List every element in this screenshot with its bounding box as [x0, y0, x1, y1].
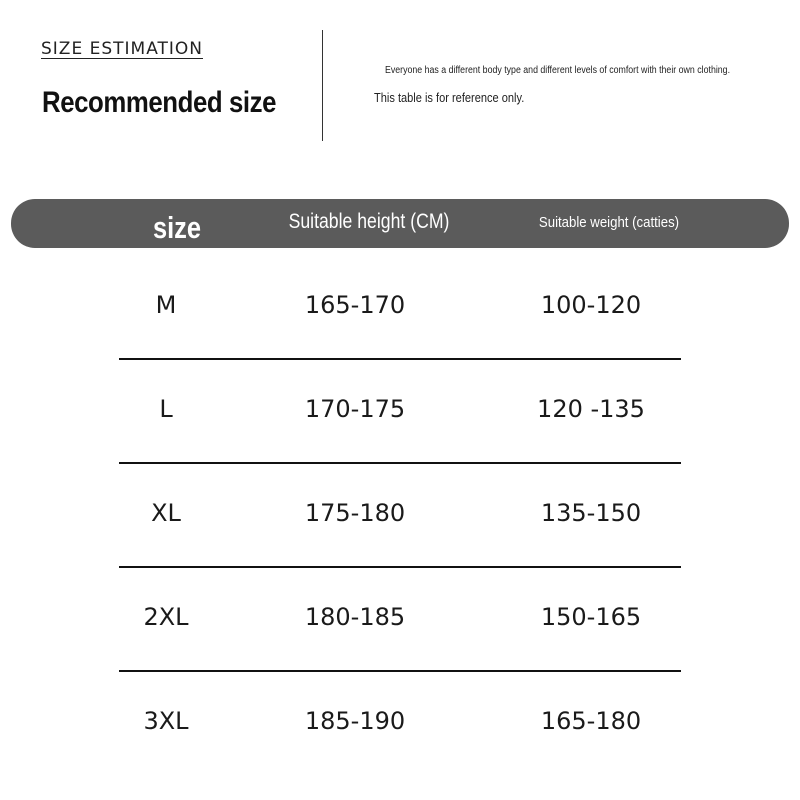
weight-cell: 120 -135 — [537, 395, 645, 423]
table-row-3xl — [0, 669, 800, 773]
size-cell: XL — [151, 499, 181, 527]
size-cell: M — [155, 291, 177, 319]
fit-note-line-1: Everyone has a different body type and different levels of comfort with their own clothing. — [385, 65, 731, 76]
height-cell: 185-190 — [304, 707, 406, 735]
fit-note-line-2: This table is for reference only. — [374, 90, 525, 105]
weight-cell: 135-150 — [540, 499, 642, 527]
weight-cell: 100-120 — [540, 291, 642, 319]
page-title: Recommended size — [42, 86, 277, 119]
column-header-height: Suitable height (CM) — [288, 210, 450, 233]
table-row-m — [0, 253, 800, 357]
size-cell: 3XL — [143, 707, 189, 735]
height-cell: 170-175 — [304, 395, 406, 423]
height-cell: 180-185 — [304, 603, 406, 631]
height-cell: 175-180 — [304, 499, 406, 527]
column-header-size: size — [152, 210, 202, 245]
weight-cell: 165-180 — [540, 707, 642, 735]
weight-cell: 150-165 — [540, 603, 642, 631]
table-row-2xl — [0, 565, 800, 669]
column-header-weight: Suitable weight (catties) — [538, 214, 680, 231]
vertical-divider — [322, 30, 323, 141]
size-estimation-label: SIZE ESTIMATION — [41, 39, 203, 59]
table-row-xl — [0, 461, 800, 565]
size-cell: 2XL — [143, 603, 189, 631]
table-header-bar — [11, 199, 789, 248]
height-cell: 165-170 — [304, 291, 406, 319]
table-row-l — [0, 357, 800, 461]
size-cell: L — [159, 395, 173, 423]
